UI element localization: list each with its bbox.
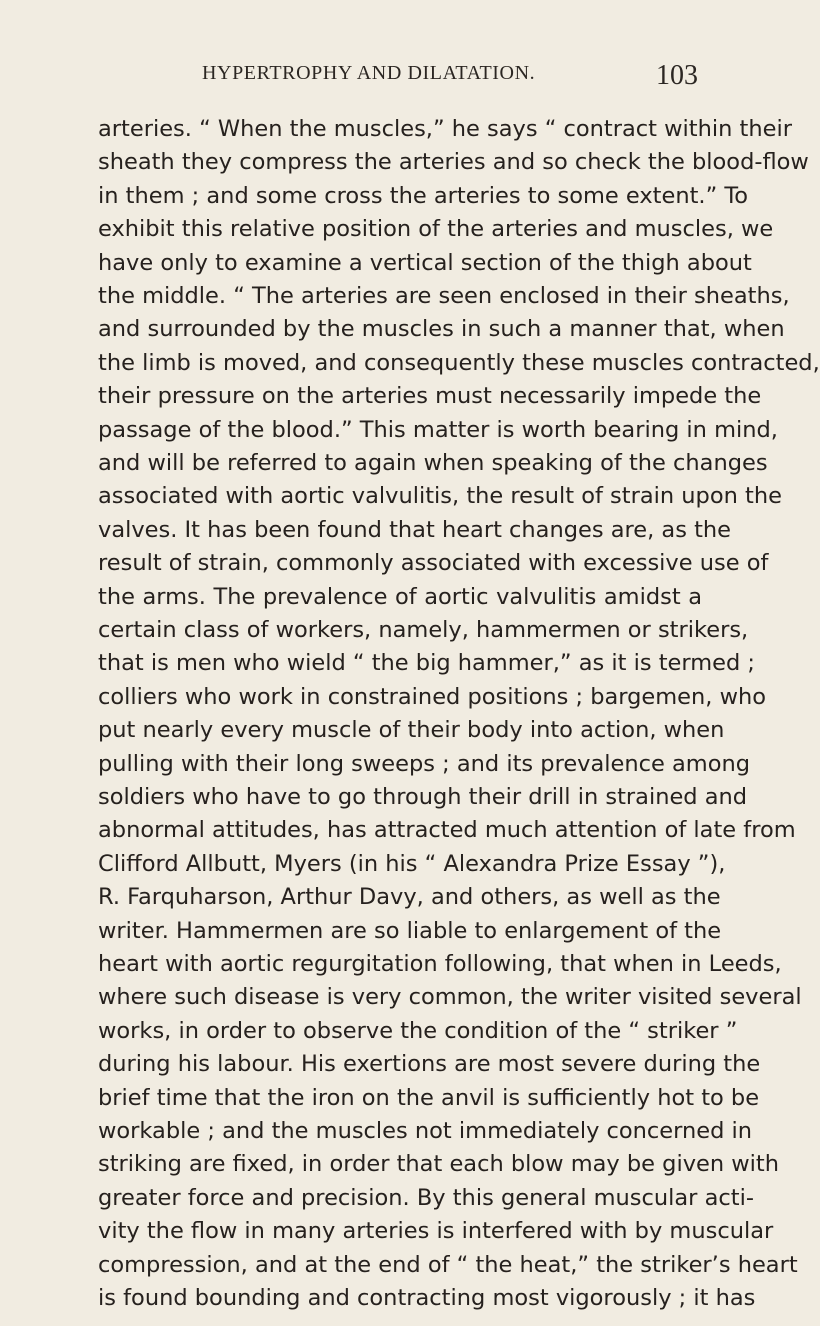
text-line: soldiers who have to go through their drill in strained and (98, 784, 748, 810)
text-line: exhibit this relative position of the arteries and muscles, we (98, 216, 774, 243)
text-line: writer. Hammermen are so liable to enlargement of the (98, 917, 722, 944)
text-line: put nearly every muscle of their body into action, when (98, 717, 725, 744)
text-line: compression, and at the end of “ the heat,” the striker’s heart (98, 1251, 798, 1278)
text-line: and will be referred to again when speaking of the changes (98, 450, 768, 476)
text-line: passage of the blood.” This matter is worth bearing in mind, (98, 416, 778, 443)
text-line: pulling with their long sweeps ; and its prevalence among (98, 750, 751, 777)
text-line: their pressure on the arteries must necessarily impede the (98, 383, 762, 410)
text-line: during his labour. His exertions are most severe during the (98, 1051, 761, 1078)
text-line: valves. It has been found that heart changes are, as the (98, 516, 732, 543)
text-line: works, in order to observe the condition of the “ striker ” (98, 1017, 738, 1044)
text-line: R. Farquharson, Arthur Davy, and others, as well as the (98, 884, 721, 911)
page-number: 103 (656, 60, 698, 91)
text-line: workable ; and the muscles not immediately concerned in (98, 1118, 753, 1144)
text-line: is found bounding and contracting most vigorously ; it has (98, 1285, 756, 1311)
text-line: vity the flow in many arteries is interfered with by muscular (98, 1218, 774, 1245)
text-line: that is men who wield “ the big hammer,” as it is termed ; (98, 650, 756, 677)
text-line: heart with aortic regurgitation following, that when in Leeds, (98, 951, 782, 977)
running-head (0, 62, 800, 94)
text-line: and surrounded by the muscles in such a manner that, when (98, 316, 785, 343)
text-line: sheath they compress the arteries and so check the blood-flow (98, 149, 809, 176)
text-line: striking are fixed, in order that each blow may be given with (98, 1151, 779, 1178)
text-line: colliers who work in constrained positions ; bargemen, who (98, 683, 767, 710)
text-line: certain class of workers, namely, hammermen or strikers, (98, 617, 749, 643)
text-line: the middle. “ The arteries are seen enclosed in their sheaths, (98, 283, 790, 309)
text-line: Clifford Allbutt, Myers (in his “ Alexandra Prize Essay ”), (98, 850, 726, 877)
text-line: arteries. “ When the muscles,” he says “ contract within their (98, 116, 792, 142)
text-line: in them ; and some cross the arteries to some extent.” To (98, 182, 749, 209)
text-line: have only to examine a vertical section of the thigh about (98, 249, 752, 276)
text-line: the arms. The prevalence of aortic valvulitis amidst a (98, 583, 702, 610)
text-line: greater force and precision. By this general muscular acti- (98, 1184, 754, 1211)
text-line: result of strain, commonly associated with excessive use of (98, 550, 769, 577)
text-line: associated with aortic valvulitis, the result of strain upon the (98, 483, 782, 510)
running-title: HYPERTROPHY AND DILATATION. (202, 62, 536, 84)
text-line: where such disease is very common, the writer visited several (98, 984, 802, 1011)
text-line: abnormal attitudes, has attracted much attention of late from (98, 817, 796, 844)
text-line: the limb is moved, and consequently these muscles contracted, (98, 349, 820, 376)
text-line: brief time that the iron on the anvil is sufficiently hot to be (98, 1084, 760, 1111)
